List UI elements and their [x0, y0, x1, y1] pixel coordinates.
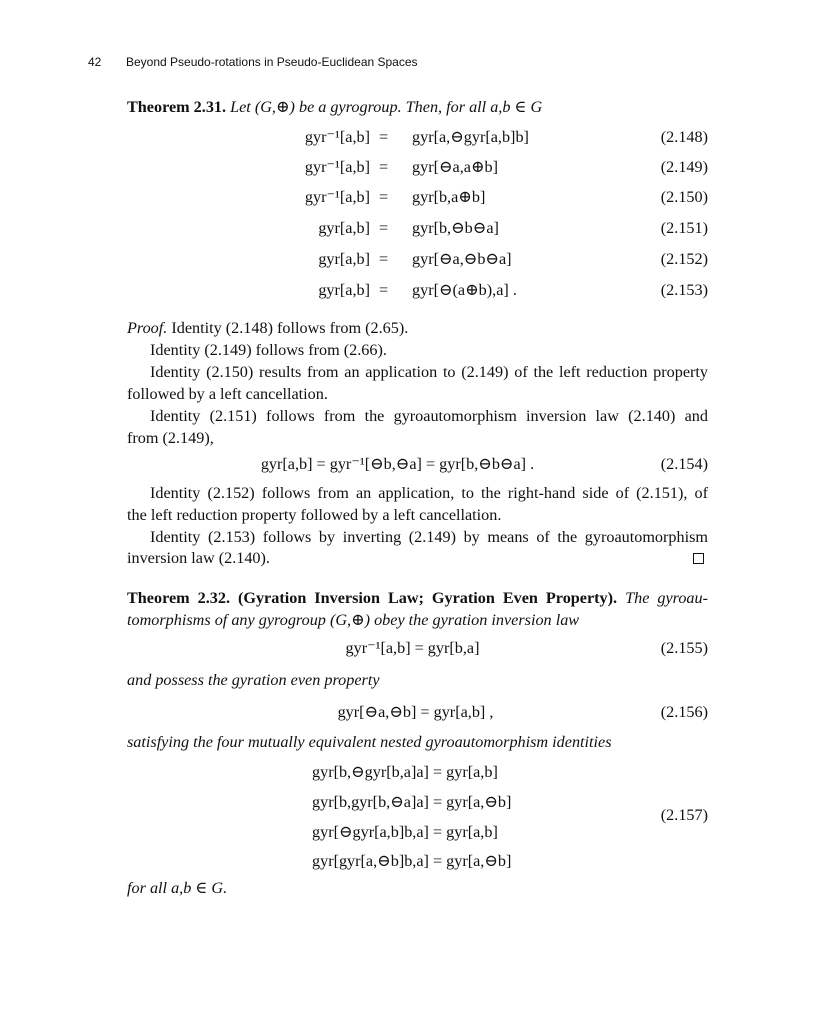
equation-formula: gyr⁻¹[a,b] = gyr[b,a]: [345, 639, 480, 657]
theorem-text: and possess the gyration even property: [127, 671, 380, 689]
proof-line: Identity (2.152) follows from an application, to the right-hand side of (2.151), of: [150, 484, 708, 502]
theorem-statement-line: tomorphisms of any gyrogroup (G,⊕) obey the gyration inversion law: [127, 611, 580, 629]
equation-rhs: gyr[⊖a,a⊕b]: [412, 158, 498, 176]
equation-row: [127, 280, 708, 300]
equals-sign: =: [379, 281, 389, 299]
theorem-label: Theorem 2.31.: [127, 98, 227, 116]
proof-line: followed by a left cancellation.: [127, 385, 328, 403]
equation-row: [127, 249, 708, 269]
equation-number: (2.154): [660, 455, 708, 473]
proof-line: [127, 318, 708, 338]
equation-formula: gyr[b,gyr[b,⊖a]a] = gyr[a,⊖b]: [312, 793, 512, 811]
equation-row: [127, 851, 708, 871]
proof-label: Proof.: [127, 319, 168, 337]
running-title: Beyond Pseudo-rotations in Pseudo-Euclidean Spaces: [126, 55, 418, 69]
equation-2-155: [127, 638, 708, 658]
equation-number: (2.150): [660, 188, 708, 206]
proof-line: Identity (2.149) follows from (2.66).: [150, 341, 387, 359]
equation-lhs: gyr[a,b]: [318, 219, 370, 237]
equation-rhs: gyr[⊖(a⊕b),a] .: [412, 281, 517, 299]
equation-number: (2.156): [660, 703, 708, 721]
equation-formula: gyr[gyr[a,⊖b]b,a] = gyr[a,⊖b]: [312, 852, 512, 870]
equation-formula: gyr[⊖gyr[a,b]b,a] = gyr[a,b]: [312, 823, 498, 841]
equation-lhs: gyr[a,b]: [318, 281, 370, 299]
equation-number: (2.155): [660, 639, 708, 657]
theorem-statement: Let (G,⊕) be a gyrogroup. Then, for all a,b ∈ G: [230, 98, 543, 116]
equation-formula: gyr[⊖a,⊖b] = gyr[a,b] ,: [337, 703, 494, 721]
proof-text: Identity (2.148) follows from (2.65).: [167, 319, 409, 337]
equation-number: (2.152): [660, 250, 708, 268]
equation-formula: gyr[b,⊖gyr[b,a]a] = gyr[a,b]: [312, 763, 498, 781]
equation-rhs: gyr[⊖a,⊖b⊖a]: [412, 250, 512, 268]
equation-lhs: gyr⁻¹[a,b]: [304, 188, 370, 206]
equals-sign: =: [379, 158, 389, 176]
running-header: [88, 54, 418, 70]
equation-rhs: gyr[a,⊖gyr[a,b]b]: [412, 128, 529, 146]
equation-lhs: gyr⁻¹[a,b]: [304, 128, 370, 146]
qed-square-icon: [693, 553, 704, 564]
equation-number: (2.157): [660, 806, 708, 824]
theorem-2-31-heading: [127, 97, 708, 117]
proof-line: the left reduction property followed by a left cancellation.: [127, 506, 502, 524]
equation-lhs: gyr⁻¹[a,b]: [304, 158, 370, 176]
equals-sign: =: [379, 219, 389, 237]
equation-rhs: gyr[b,⊖b⊖a]: [412, 219, 499, 237]
proof-line: [127, 548, 708, 568]
equals-sign: =: [379, 128, 389, 146]
theorem-closing: for all a,b ∈ G.: [127, 879, 228, 897]
equation-2-154: [127, 454, 708, 474]
equation-row: [127, 127, 708, 147]
page-number: 42: [88, 55, 102, 69]
equation-number: (2.149): [660, 158, 708, 176]
equals-sign: =: [379, 250, 389, 268]
proof-line: Identity (2.150) results from an application to (2.149) of the left reduction property: [150, 363, 708, 381]
equation-rhs: gyr[b,a⊕b]: [412, 188, 486, 206]
equals-sign: =: [379, 188, 389, 206]
equation-number: (2.148): [660, 128, 708, 146]
equation-row: [127, 822, 708, 842]
theorem-2-32-heading: [127, 588, 708, 608]
equation-row: [127, 218, 708, 238]
proof-line: Identity (2.153) follows by inverting (2.149) by means of the gyroautomorphism: [150, 528, 708, 546]
theorem-statement: The gyroau-: [625, 589, 709, 607]
equation-2-156: [127, 702, 708, 722]
theorem-text: satisfying the four mutually equivalent nested gyroautomorphism identities: [127, 733, 612, 751]
equation-number: (2.151): [660, 219, 708, 237]
equation-lhs: gyr[a,b]: [318, 250, 370, 268]
proof-line: from (2.149),: [127, 429, 214, 447]
proof-text: inversion law (2.140).: [127, 549, 270, 567]
proof-line: Identity (2.151) follows from the gyroautomorphism inversion law (2.140) and: [150, 407, 708, 425]
equation-formula: gyr[a,b] = gyr⁻¹[⊖b,⊖a] = gyr[b,⊖b⊖a] .: [260, 455, 535, 473]
equation-row: [127, 762, 708, 782]
equation-row: [127, 157, 708, 177]
theorem-label: Theorem 2.32. (Gyration Inversion Law; Gyration Even Property).: [127, 589, 618, 607]
equation-number: (2.153): [660, 281, 708, 299]
equation-row: [127, 187, 708, 207]
